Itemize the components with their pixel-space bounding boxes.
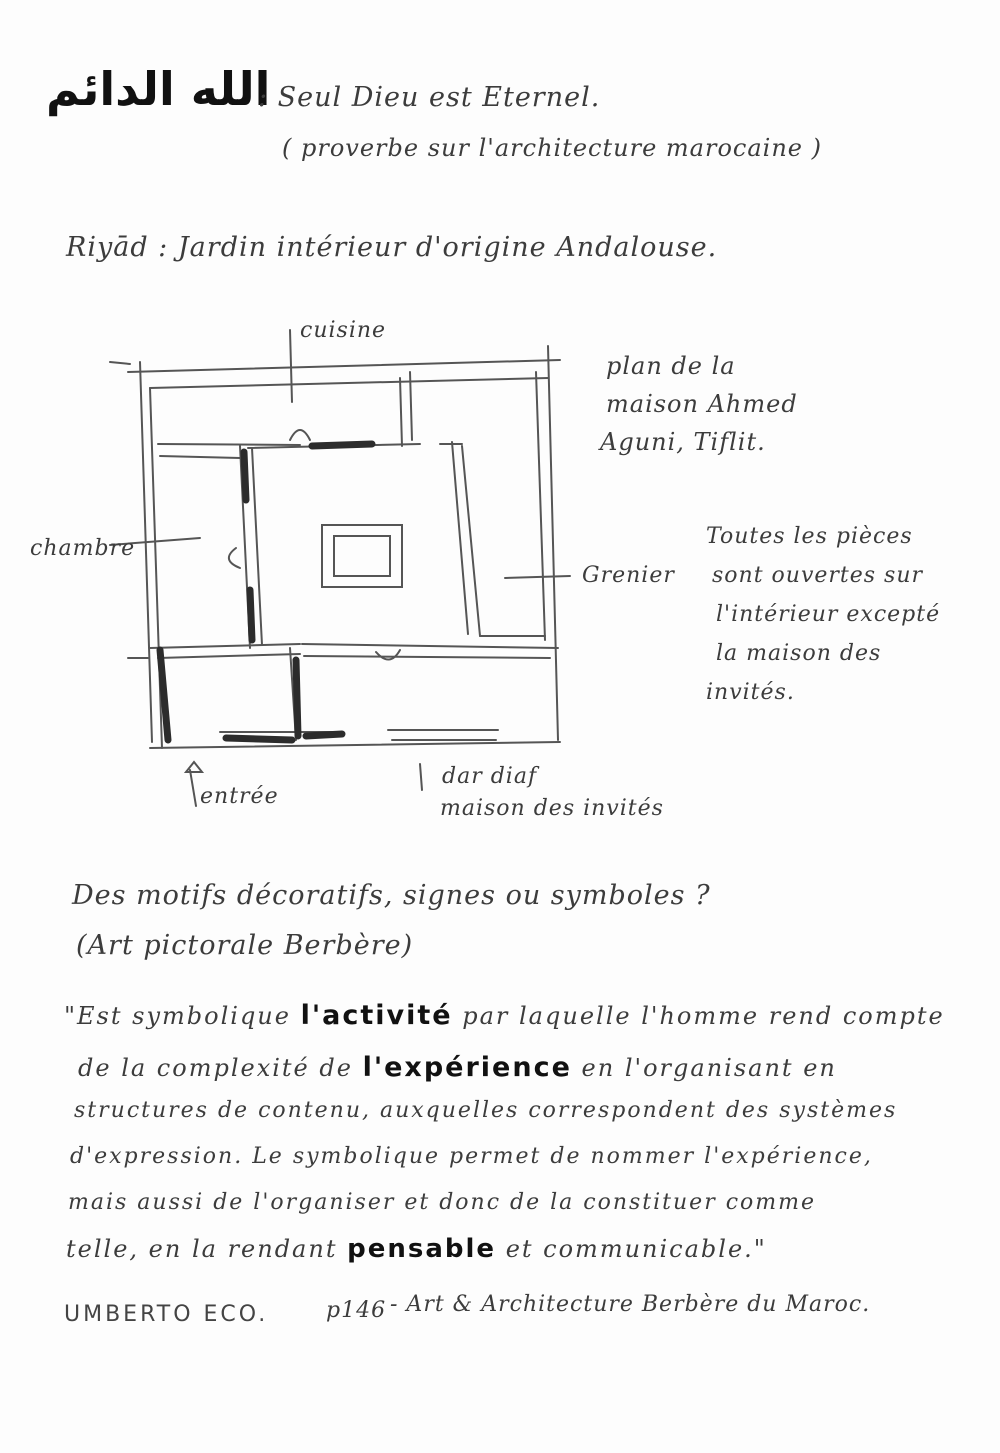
label-cuisine: cuisine (300, 318, 387, 343)
quote-line-1 (64, 1000, 945, 1031)
quote-line-2 (78, 1052, 837, 1083)
plan-note-line-4: la maison des (716, 641, 882, 666)
quote-line-6 (66, 1234, 767, 1264)
motto-note: ( proverbe sur l'architecture marocaine ) (282, 134, 822, 162)
quote-l2-a: de la complexité de (78, 1054, 353, 1082)
label-chambre: chambre (30, 536, 136, 561)
label-dar-diaf: dar diaf (442, 764, 538, 789)
plan-note-line-3: l'intérieur excepté (716, 602, 941, 627)
motto: : Seul Dieu est Eternel. (258, 82, 601, 113)
plan-note-line-1: Toutes les pièces (706, 524, 913, 549)
source-page: p146 (326, 1298, 387, 1323)
riyad-definition: Riyād : Jardin intérieur d'origine Andalouse. (66, 232, 718, 263)
quote-l1-c: par laquelle l'homme rend compte (462, 1002, 945, 1030)
quote-l1-a: "Est symbolique (64, 1002, 291, 1030)
quote-line-5: mais aussi de l'organiser et donc de la constituer comme (68, 1190, 817, 1215)
arabic-title: الله الدائم (46, 62, 271, 116)
plan-caption-line-1: plan de la (606, 352, 736, 380)
plan-note-line-5: invités. (706, 680, 795, 705)
question-line-1: Des motifs décoratifs, signes ou symboles ? (72, 880, 711, 911)
plan-note-line-2: sont ouvertes sur (712, 563, 924, 588)
quote-emphasis-activite: l'activité (300, 1000, 453, 1031)
quote-l6-a: telle, en la rendant (66, 1235, 338, 1263)
source-author: UMBERTO ECO. (64, 1302, 269, 1327)
label-grenier: Grenier (582, 563, 675, 588)
label-maison-invites: maison des invités (440, 796, 664, 821)
quote-emphasis-experience: l'expérience (362, 1052, 572, 1083)
plan-caption-line-3: Aguni, Tiflit. (600, 428, 766, 456)
quote-line-3: structures de contenu, auxquelles correspondent des systèmes (74, 1098, 898, 1123)
label-entree: entrée (200, 784, 279, 809)
question-line-2: (Art pictorale Berbère) (76, 930, 414, 961)
plan-caption-line-2: maison Ahmed (606, 390, 798, 418)
quote-emphasis-pensable: pensable (347, 1234, 497, 1264)
quote-l2-c: en l'organisant en (581, 1054, 837, 1082)
source-reference: - Art & Architecture Berbère du Maroc. (390, 1292, 871, 1317)
quote-l6-c: et communicable." (505, 1235, 767, 1263)
quote-line-4: d'expression. Le symbolique permet de nommer l'expérience, (70, 1144, 873, 1169)
